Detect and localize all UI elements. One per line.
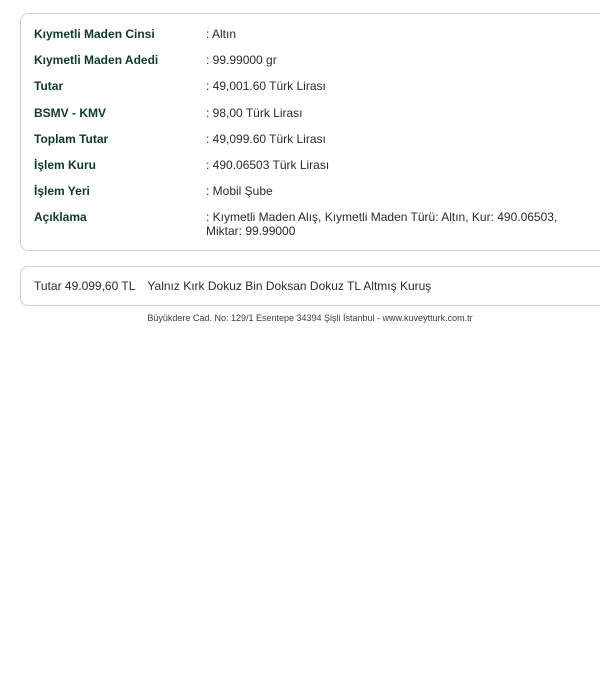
detail-label: Toplam Tutar: [34, 132, 109, 146]
amount-in-words: Yalnız Kırk Dokuz Bin Doksan Dokuz TL Altmış Kuruş: [147, 279, 432, 293]
total-summary-line: [34, 279, 431, 293]
total-summary-card: [20, 266, 600, 306]
detail-label: İşlem Kuru: [34, 158, 97, 172]
detail-label: Açıklama: [34, 210, 87, 224]
detail-value: : Mobil Şube: [206, 184, 273, 198]
detail-label: Kıymetli Maden Cinsi: [34, 27, 155, 41]
detail-label: İşlem Yeri: [34, 184, 90, 198]
detail-value: : 49,001.60 Türk Lirası: [206, 79, 326, 93]
detail-label: Kıymetli Maden Adedi: [34, 53, 159, 67]
detail-label: BSMV - KMV: [34, 106, 106, 120]
detail-value: : 98,00 Türk Lirası: [206, 106, 303, 120]
detail-value: : 49,099.60 Türk Lirası: [206, 132, 326, 146]
detail-value: : Altın: [206, 27, 237, 41]
total-amount: Tutar 49.099,60 TL: [34, 279, 136, 293]
footer-address: Büyükdere Cad. No: 129/1 Esentepe 34394 Şişli İstanbul - www.kuveytturk.com.tr: [147, 313, 473, 323]
detail-value: : Kıymetli Maden Alış, Kıymetli Maden Türü: Altın, Kur: 490.06503, Miktar: 99.99000: [206, 210, 558, 238]
transaction-details-card: [20, 13, 600, 251]
detail-value: : 490.06503 Türk Lirası: [206, 158, 330, 172]
detail-value: : 99.99000 gr: [206, 53, 277, 67]
detail-label: Tutar: [34, 79, 64, 93]
